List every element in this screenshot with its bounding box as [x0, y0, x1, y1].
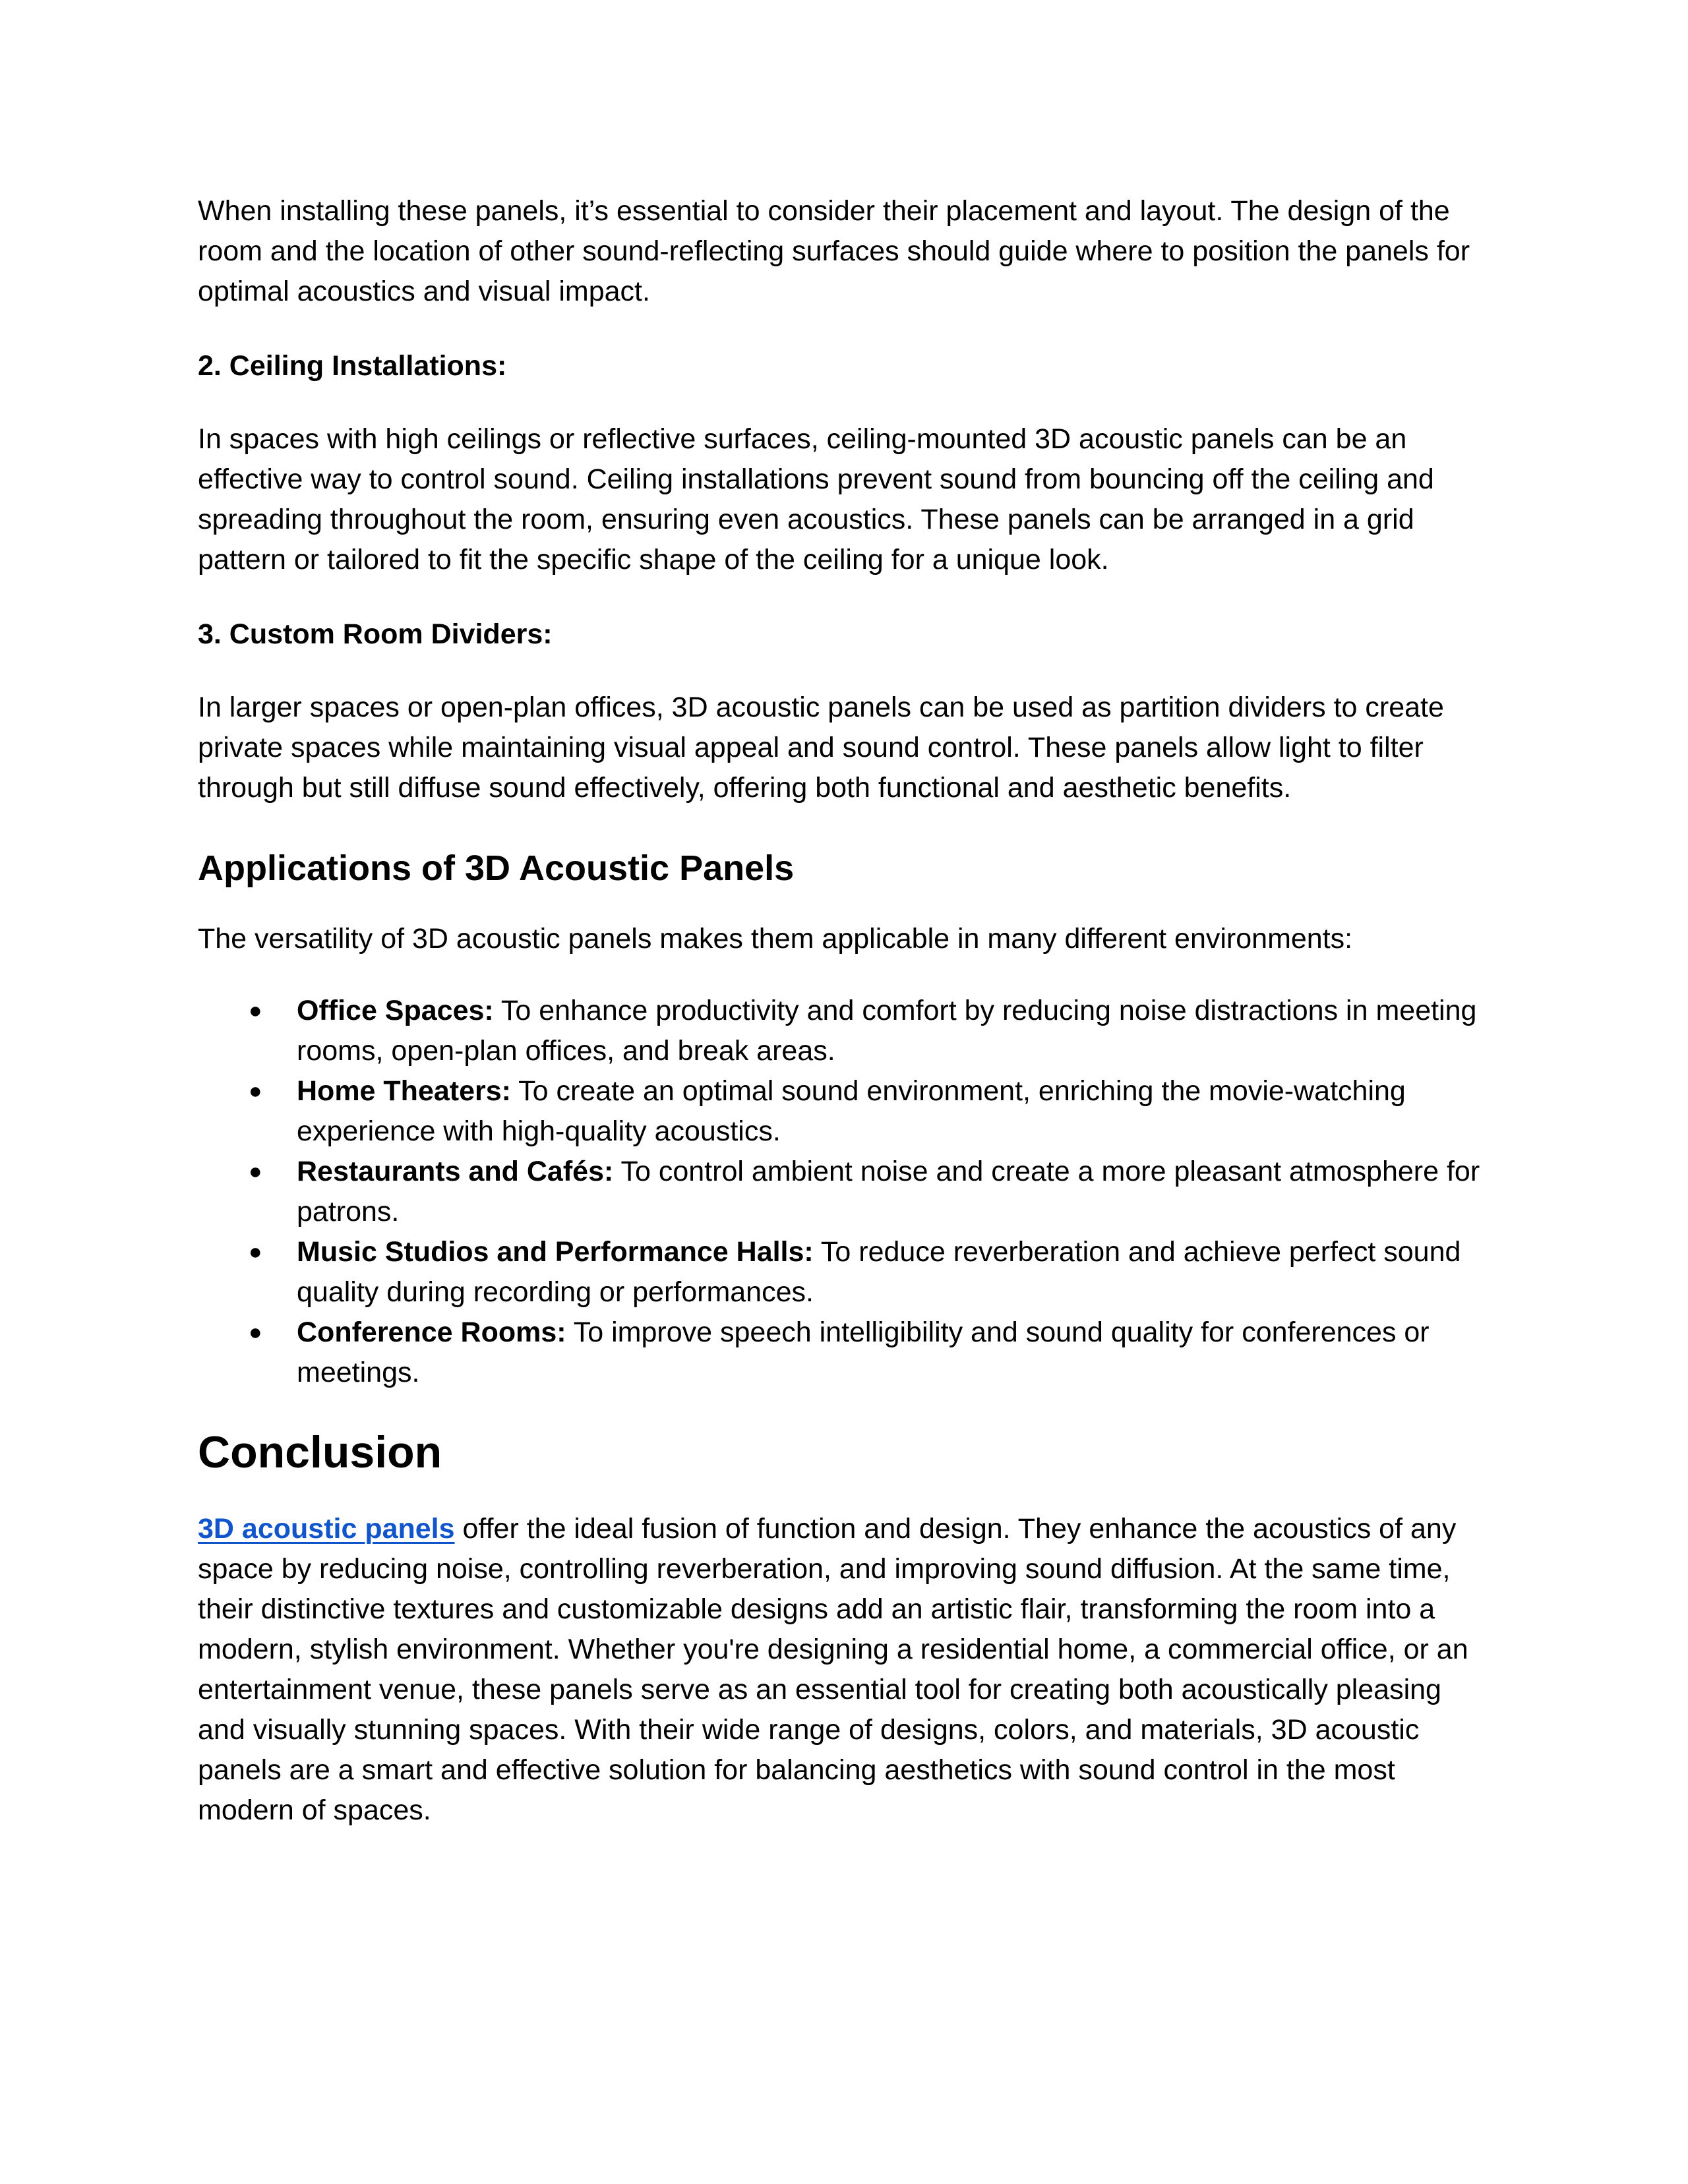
ceiling-installations-paragraph: In spaces with high ceilings or reflective surfaces, ceiling-mounted 3D acoustic panels can be an effective way to control sound. Ceiling installations prevent sound from bouncing off the ceiling and spreading throughout the room, ensuring even acoustics. These panels can be arranged in a grid pattern or tailored to fit the specific shape of the ceiling for a unique look. [198, 423, 1434, 576]
bullet-icon: ● [249, 1078, 262, 1104]
list-item-term: Office Spaces: [297, 995, 494, 1026]
list-item [198, 1232, 1490, 1313]
list-item-description: To enhance productivity and comfort by reducing noise distractions in meeting rooms, open-plan offices, and break areas. [297, 995, 1477, 1067]
conclusion-paragraph [198, 1509, 1490, 1831]
bullet-icon: ● [249, 1239, 262, 1264]
list-item-description: To improve speech intelligibility and sound quality for conferences or meetings. [297, 1316, 1430, 1388]
bullet-icon: ● [249, 1159, 262, 1184]
list-item-description: To control ambient noise and create a more pleasant atmosphere for patrons. [297, 1156, 1480, 1227]
conclusion-heading: Conclusion [198, 1427, 442, 1477]
intro-paragraph: When installing these panels, it’s essential to consider their placement and layout. The design of the room and the location of other sound-reflecting surfaces should guide where to position the panels for optimal acoustics and visual impact. [198, 195, 1470, 307]
custom-room-dividers-paragraph: In larger spaces or open-plan offices, 3D acoustic panels can be used as partition dividers to create private spaces while maintaining visual appeal and sound control. These panels allow light to filter through but still diffuse sound effectively, offering both functional and aesthetic benefits. [198, 692, 1444, 804]
list-item-description: To create an optimal sound environment, enriching the movie-watching experience with high-quality acoustics. [297, 1075, 1406, 1147]
list-item [198, 991, 1490, 1071]
conclusion-text: offer the ideal fusion of function and design. They enhance the acoustics of any space by reducing noise, controlling reverberation, and improving sound diffusion. At the same time, their distinctive textures and customizable designs add an artistic flair, transforming the room into a modern, stylish environment. Whether you're designing a residential home, a commercial office, or an entertainment venue, these panels serve as an essential tool for creating both acoustically pleasing and visually stunning spaces. With their wide range of designs, colors, and materials, 3D acoustic panels are a smart and effective solution for balancing aesthetics with sound control in the most modern of spaces. [198, 1513, 1468, 1826]
applications-intro-paragraph: The versatility of 3D acoustic panels makes them applicable in many different environments: [198, 923, 1353, 955]
list-item [198, 1152, 1490, 1232]
list-item [198, 1071, 1490, 1152]
bullet-icon: ● [249, 1320, 262, 1345]
3d-acoustic-panels-link[interactable]: 3D acoustic panels [198, 1513, 455, 1545]
list-item-term: Restaurants and Cafés: [297, 1156, 614, 1187]
list-item-term: Conference Rooms: [297, 1316, 566, 1348]
list-item [198, 1313, 1490, 1393]
list-item-term: Music Studios and Performance Halls: [297, 1236, 814, 1268]
custom-room-dividers-heading: 3. Custom Room Dividers: [198, 618, 553, 650]
list-item-term: Home Theaters: [297, 1075, 511, 1107]
document-page [198, 191, 1490, 1831]
applications-list [198, 991, 1490, 1393]
bullet-icon: ● [249, 998, 262, 1023]
ceiling-installations-heading: 2. Ceiling Installations: [198, 350, 507, 382]
list-item-description: To reduce reverberation and achieve perfect sound quality during recording or performances. [297, 1236, 1461, 1308]
applications-heading: Applications of 3D Acoustic Panels [198, 848, 795, 888]
